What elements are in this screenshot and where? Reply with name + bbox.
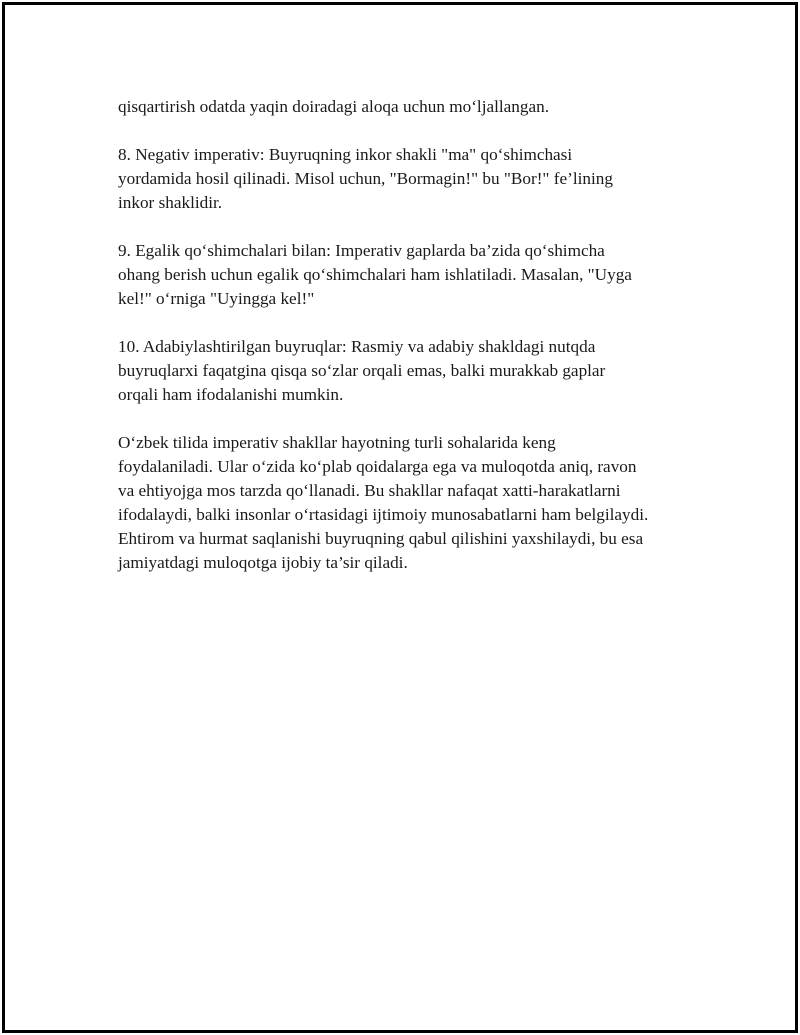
paragraph-egalik-qoshimchalari: 9. Egalik qo‘shimchalari bilan: Imperativ gaplarda ba’zida qo‘shimcha ohang berish uchun egalik qo‘shimchalari ham ishlatiladi. Masalan, "Uyga kel!" o‘rniga "Uyingga kel!" (118, 241, 632, 308)
paragraph-intro-continuation: qisqartirish odatda yaqin doiradagi aloqa uchun mo‘ljallangan. (118, 97, 549, 116)
paragraph-conclusion: O‘zbek tilida imperativ shakllar hayotning turli sohalarida keng foydalaniladi. Ular o‘zida ko‘plab qoidalarga ega va muloqotda aniq, ravon va ehtiyojga mos tarzda qo‘llanadi. Bu shakllar nafaqat xatti-harakatlarni ifodalaydi, balki insonlar o‘rtasidagi ijtimoiy munosabatlarni ham belgilaydi. Ehtirom va hurmat saqlanishi buyruqning qabul qilishini yaxshilaydi, bu esa jamiyatdagi muloqotga ijobiy ta’sir qiladi. (118, 433, 649, 572)
paragraph-adabiylashtirilgan-buyruqlar: 10. Adabiylashtirilgan buyruqlar: Rasmiy va adabiy shakldagi nutqda buyruqlarxi faqatgina qisqa so‘zlar orqali emas, balki murakkab gaplar orqali ham ifodalanishi mumkin. (118, 337, 606, 404)
paragraph-negativ-imperativ: 8. Negativ imperativ: Buyruqning inkor shakli "ma" qo‘shimchasi yordamida hosil qilinadi. Misol uchun, "Bormagin!" bu "Bor!" fe’lining inkor shaklidir. (118, 145, 613, 212)
document-body (118, 95, 703, 599)
page-frame (2, 2, 798, 1033)
